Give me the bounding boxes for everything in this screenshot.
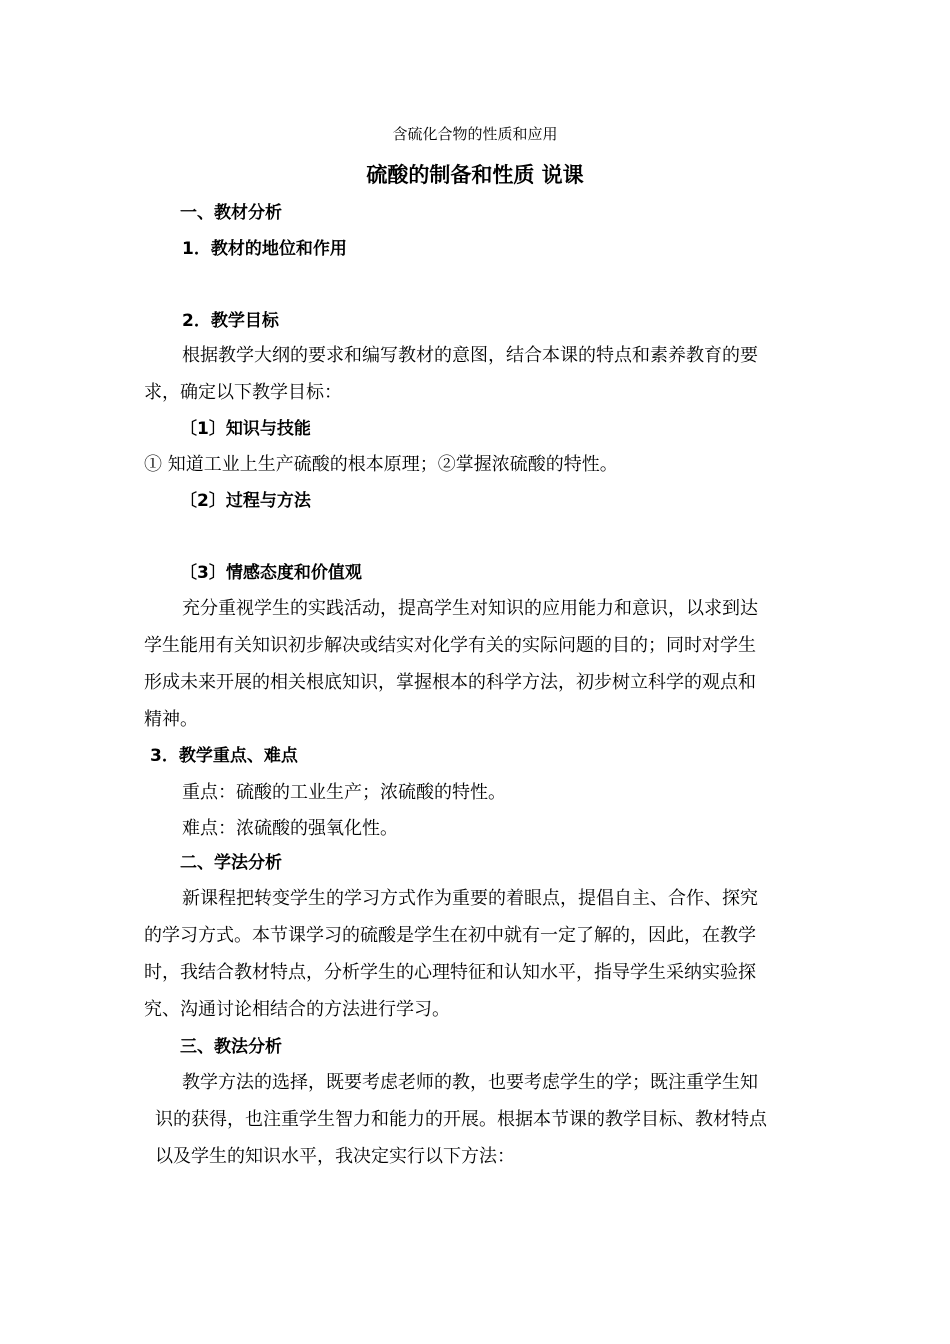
section-heading-2: 二、学法分析 xyxy=(180,853,282,873)
key-point-text: 重点：硫酸的工业生产；浓硫酸的特性。 xyxy=(182,782,506,803)
paragraph-line: 根据教学大纲的要求和编写教材的意图，结合本课的特点和素养教育的要 xyxy=(182,345,758,366)
paragraph-line: 教学方法的选择，既要考虑老师的教，也要考虑学生的学；既注重学生知 xyxy=(182,1072,758,1093)
goal-heading-attitude: 〔3〕情感态度和价值观 xyxy=(180,563,362,583)
document-title: 硫酸的制备和性质 说课 xyxy=(366,163,584,187)
section-heading-1: 一、教材分析 xyxy=(180,203,282,223)
subsection-heading-1-3: 3．教学重点、难点 xyxy=(150,746,298,766)
paragraph-line: 精神。 xyxy=(144,709,198,730)
goal-heading-process: 〔2〕过程与方法 xyxy=(180,491,311,511)
document-subtitle: 含硫化合物的性质和应用 xyxy=(392,125,558,143)
goal-heading-knowledge: 〔1〕知识与技能 xyxy=(180,419,311,439)
paragraph-line: 以及学生的知识水平，我决定实行以下方法： xyxy=(155,1146,515,1167)
paragraph-line: 的学习方式。本节课学习的硫酸是学生在初中就有一定了解的，因此，在教学 xyxy=(144,925,756,946)
goal-text-knowledge: ① 知道工业上生产硫酸的根本原理；②掌握浓硫酸的特性。 xyxy=(144,454,618,475)
paragraph-line: 究、沟通讨论相结合的方法进行学习。 xyxy=(144,999,450,1020)
paragraph-line: 充分重视学生的实践活动，提高学生对知识的应用能力和意识，以求到达 xyxy=(182,598,758,619)
section-heading-3: 三、教法分析 xyxy=(180,1037,282,1057)
paragraph-line: 求，确定以下教学目标： xyxy=(144,382,342,403)
subsection-heading-1-1: 1．教材的地位和作用 xyxy=(182,239,347,259)
paragraph-line: 学生能用有关知识初步解决或结实对化学有关的实际问题的目的；同时对学生 xyxy=(144,635,756,656)
difficult-point-text: 难点：浓硫酸的强氧化性。 xyxy=(182,818,398,839)
paragraph-line: 新课程把转变学生的学习方式作为重要的着眼点，提倡自主、合作、探究 xyxy=(182,888,758,909)
paragraph-line: 形成未来开展的相关根底知识，掌握根本的科学方法，初步树立科学的观点和 xyxy=(144,672,756,693)
subsection-heading-1-2: 2．教学目标 xyxy=(182,311,279,331)
paragraph-line: 时，我结合教材特点，分析学生的心理特征和认知水平，指导学生采纳实验探 xyxy=(144,962,756,983)
paragraph-line: 识的获得，也注重学生智力和能力的开展。根据本节课的教学目标、教材特点 xyxy=(155,1109,767,1130)
